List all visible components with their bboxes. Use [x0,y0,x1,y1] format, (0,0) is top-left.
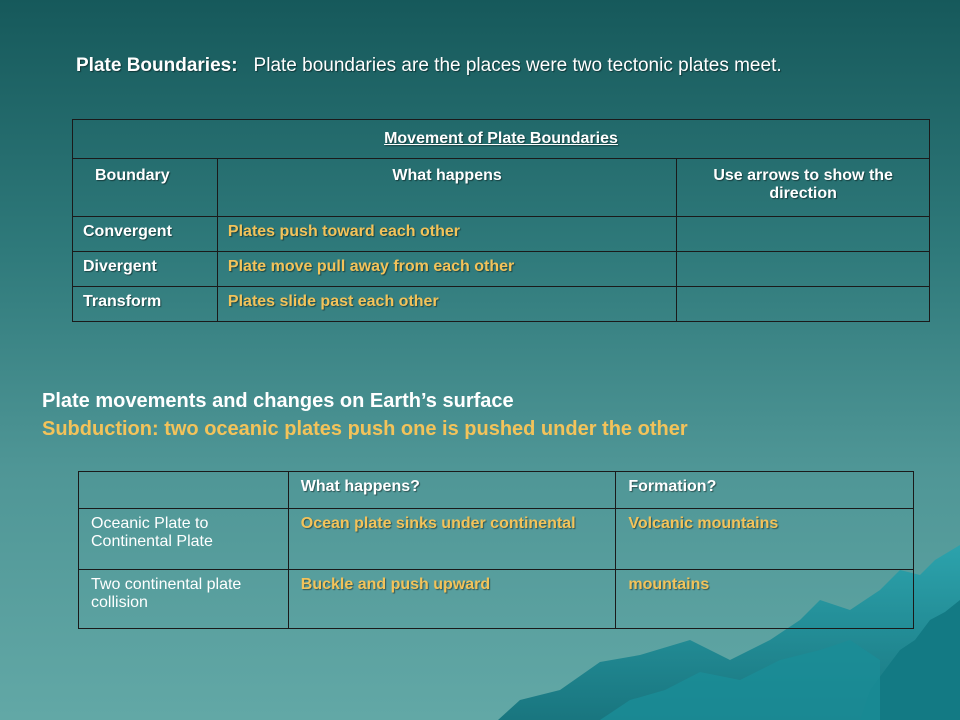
header-what-happens: What happens [217,159,676,217]
collision-type: Two continental plate collision [79,570,289,629]
table-row [73,287,930,322]
collision-type: Oceanic Plate to Continental Plate [79,509,289,570]
boundary-name: Convergent [73,217,218,252]
header-empty [79,472,289,509]
definition-line [76,55,782,83]
table-row [73,252,930,287]
collision-what-happens: Ocean plate sinks under continental [288,509,616,570]
table-row [73,217,930,252]
boundary-description: Plate move pull away from each other [217,252,676,287]
collision-formation: Volcanic mountains [616,509,914,570]
section-subheading: Subduction: two oceanic plates push one is pushed under the other [42,418,688,440]
table-title: Movement of Plate Boundaries [73,120,930,159]
header-what-happens: What happens? [288,472,616,509]
definition-term: Plate Boundaries: [76,55,238,76]
header-arrow-direction: Use arrows to show the direction [677,159,930,217]
section-heading: Plate movements and changes on Earth’s surface [42,390,514,412]
table-row [79,570,914,629]
plate-collision-table [78,471,914,629]
collision-what-happens: Buckle and push upward [288,570,616,629]
boundary-name: Transform [73,287,218,322]
boundary-description: Plates slide past each other [217,287,676,322]
arrow-cell[interactable] [677,217,930,252]
arrow-cell[interactable] [677,287,930,322]
header-formation: Formation? [616,472,914,509]
header-boundary: Boundary [73,159,218,217]
collision-formation: mountains [616,570,914,629]
definition-text: Plate boundaries are the places were two tectonic plates meet. [253,55,782,76]
plate-boundaries-table [72,119,930,322]
table-row [79,509,914,570]
boundary-name: Divergent [73,252,218,287]
boundary-description: Plates push toward each other [217,217,676,252]
arrow-cell[interactable] [677,252,930,287]
